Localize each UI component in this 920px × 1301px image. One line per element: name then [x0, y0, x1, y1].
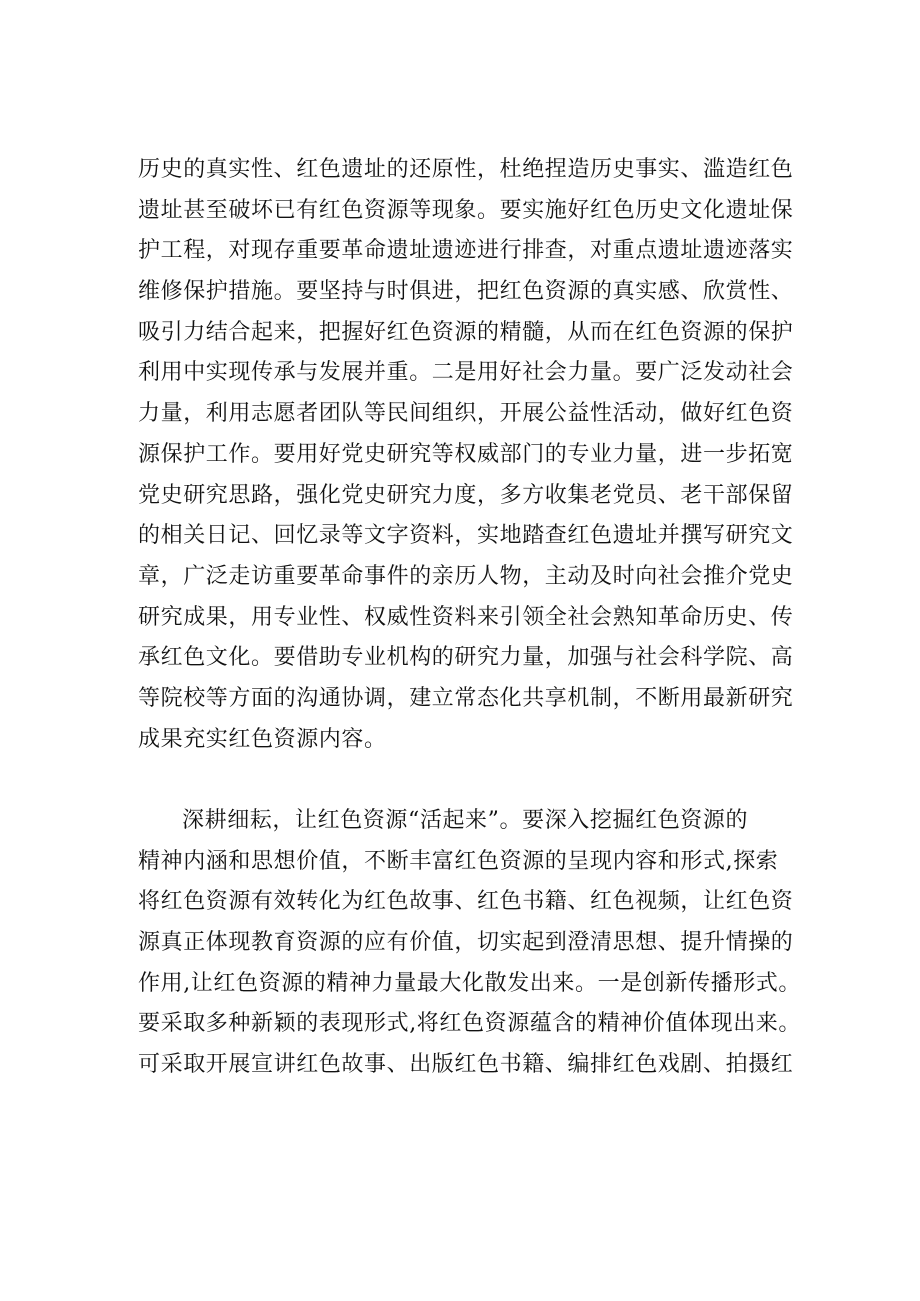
paragraph-line: 党史研究思路，强化党史研究力度，多方收集老党员、老干部保留: [138, 482, 794, 508]
paragraph-line: 要采取多种新颖的表现形式,将红色资源蕴含的精神价值体现出来。: [138, 1011, 801, 1037]
paragraph-line: 承红色文化。要借助专业机构的研究力量，加强与社会科学院、高: [138, 645, 794, 671]
paragraph-line: 遗址甚至破坏已有红色资源等现象。要实施好红色历史文化遗址保: [138, 197, 794, 223]
paragraph-line: 深耕细耘，让红色资源“活起来”。要深入挖掘红色资源的: [182, 808, 749, 833]
paragraph-line: 护工程，对现存重要革命遗址遗迹进行排查，对重点遗址遗迹落实: [138, 238, 794, 264]
paragraph-line: 历史的真实性、红色遗址的还原性，杜绝捏造历史事实、滥造红色: [138, 157, 794, 182]
paragraph-2: [138, 801, 801, 1086]
paragraph-line: 可采取开展宣讲红色故事、出版红色书籍、编排红色戏剧、拍摄红: [138, 1052, 794, 1078]
paragraph-line: 研究成果，用专业性、权威性资料来引领全社会熟知革命历史、传: [138, 604, 794, 630]
paragraph-line: 源真正体现教育资源的应有价值，切实起到澄清思想、提升情操的: [138, 930, 794, 956]
paragraph-line: 精神内涵和思想价值，不断丰富红色资源的呈现内容和形式,探索: [138, 848, 779, 874]
paragraph-1: [138, 150, 798, 760]
paragraph-line: 成果充实红色资源内容。: [138, 726, 387, 752]
paragraph-line: 等院校等方面的沟通协调，建立常态化共享机制，不断用最新研究: [138, 685, 794, 711]
paragraph-line: 源保护工作。要用好党史研究等权威部门的专业力量，进一步拓宽: [138, 441, 794, 467]
paragraph-line: 作用,让红色资源的精神力量最大化散发出来。一是创新传播形式。: [138, 970, 801, 996]
paragraph-line: 吸引力结合起来，把握好红色资源的精髓，从而在红色资源的保护: [138, 319, 794, 345]
paragraph-line: 维修保护措施。要坚持与时俱进，把红色资源的真实感、欣赏性、: [138, 279, 794, 305]
paragraph-line: 利用中实现传承与发展并重。二是用好社会力量。要广泛发动社会: [138, 360, 794, 386]
paragraph-line: 力量，利用志愿者团队等民间组织，开展公益性活动，做好红色资: [138, 401, 794, 427]
paragraph-line: 的相关日记、回忆录等文字资料，实地踏查红色遗址并撰写研究文: [138, 523, 794, 549]
paragraph-line: 章，广泛走访重要革命事件的亲历人物，主动及时向社会推介党史: [138, 563, 794, 589]
paragraph-line: 将红色资源有效转化为红色故事、红色书籍、红色视频，让红色资: [138, 889, 794, 915]
